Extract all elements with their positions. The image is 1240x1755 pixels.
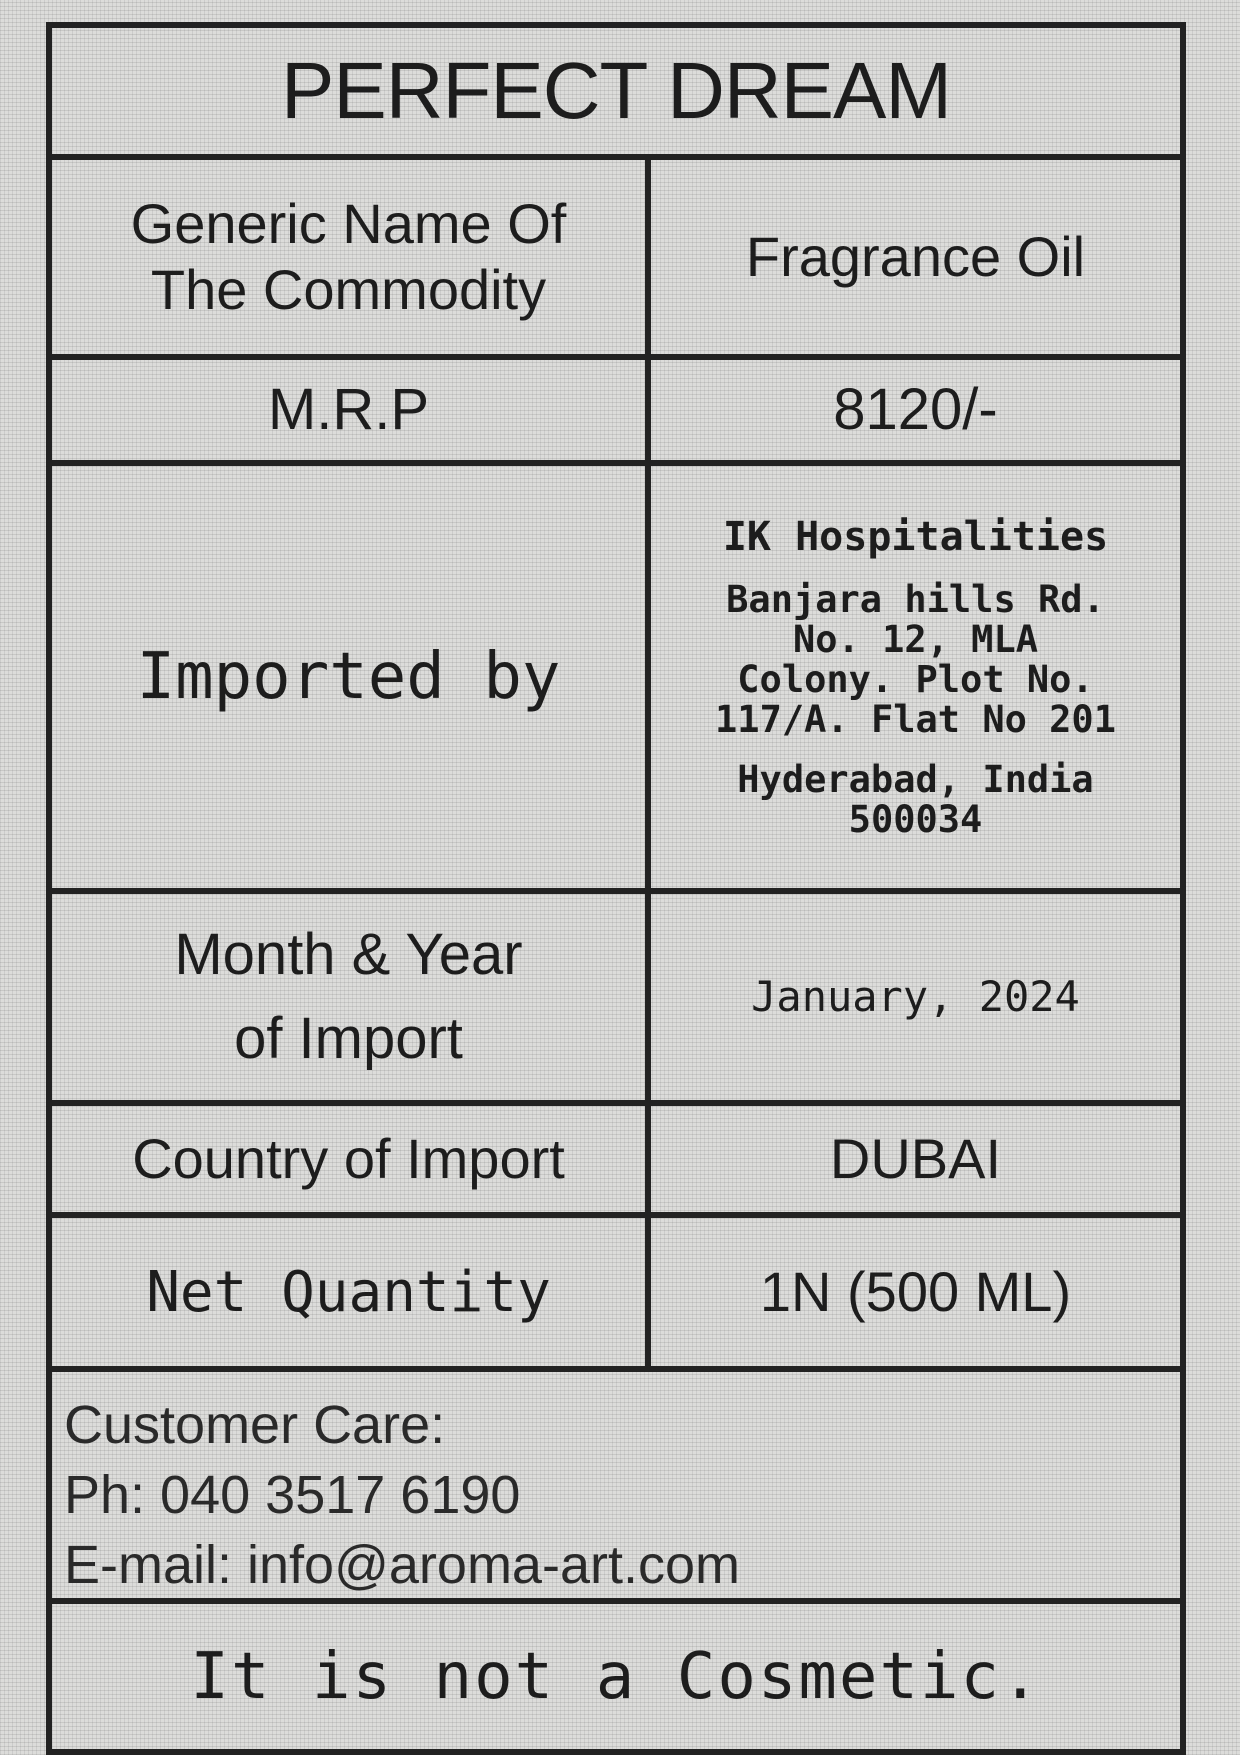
generic-name-label-line-2: The Commodity [150,258,547,321]
import-date-value-cell [651,894,1180,1100]
title-cell [52,28,1180,154]
footer-row [52,1604,1180,1749]
mrp-value-cell [651,360,1180,460]
importer-label: Imported by [136,640,561,714]
importer-name: IK Hospitalities [722,514,1109,560]
net-quantity-row [52,1218,1180,1372]
country-label: Country of Import [132,1127,565,1190]
mrp-value: 8120/- [833,377,998,442]
import-date-value: January, 2024 [751,972,1080,1021]
customer-care-block [64,1390,740,1600]
product-title: PERFECT DREAM [280,46,952,135]
title-row [52,28,1180,160]
importer-address-line-2: No. 12, MLA [792,618,1039,661]
generic-name-value: Fragrance Oil [745,225,1086,288]
generic-name-label-line-1: Generic Name Of [130,192,567,255]
import-date-label-cell [52,894,651,1100]
generic-name-row [52,160,1180,360]
mrp-label-cell [52,360,651,460]
product-label [46,22,1186,1755]
import-date-label-line-1: Month & Year [174,922,523,987]
net-quantity-label: Net Quantity [146,1259,551,1325]
importer-address-line-4: 117/A. Flat No 201 [715,698,1116,741]
customer-care-heading: Customer Care: [64,1395,446,1455]
generic-name-value-cell [651,160,1180,354]
import-date-row [52,894,1180,1106]
country-label-cell [52,1106,651,1212]
mrp-label: M.R.P [267,377,430,442]
country-value-cell [651,1106,1180,1212]
importer-address-line-1: Banjara hills Rd. [726,578,1105,621]
net-quantity-value-cell [651,1218,1180,1366]
footer-cell [52,1604,1180,1749]
importer-address-line-3: Colony. Plot No. [737,658,1094,701]
cosmetic-disclaimer: It is not a Cosmetic. [190,1639,1042,1714]
customer-care-email: E-mail: info@aroma-art.com [64,1535,740,1595]
importer-value-cell [651,466,1180,888]
country-value: DUBAI [829,1127,1002,1190]
customer-care-row [52,1372,1180,1604]
mrp-row [52,360,1180,466]
importer-label-cell [52,466,651,888]
customer-care-phone: Ph: 040 3517 6190 [64,1465,521,1525]
generic-name-label-cell [52,160,651,354]
importer-city-line: Hyderabad, India [737,758,1094,801]
net-quantity-label-cell [52,1218,651,1366]
import-date-label-line-2: of Import [234,1006,463,1071]
importer-row [52,466,1180,894]
importer-postcode-line: 500034 [848,798,983,841]
net-quantity-value: 1N (500 ML) [759,1260,1072,1323]
country-row [52,1106,1180,1218]
